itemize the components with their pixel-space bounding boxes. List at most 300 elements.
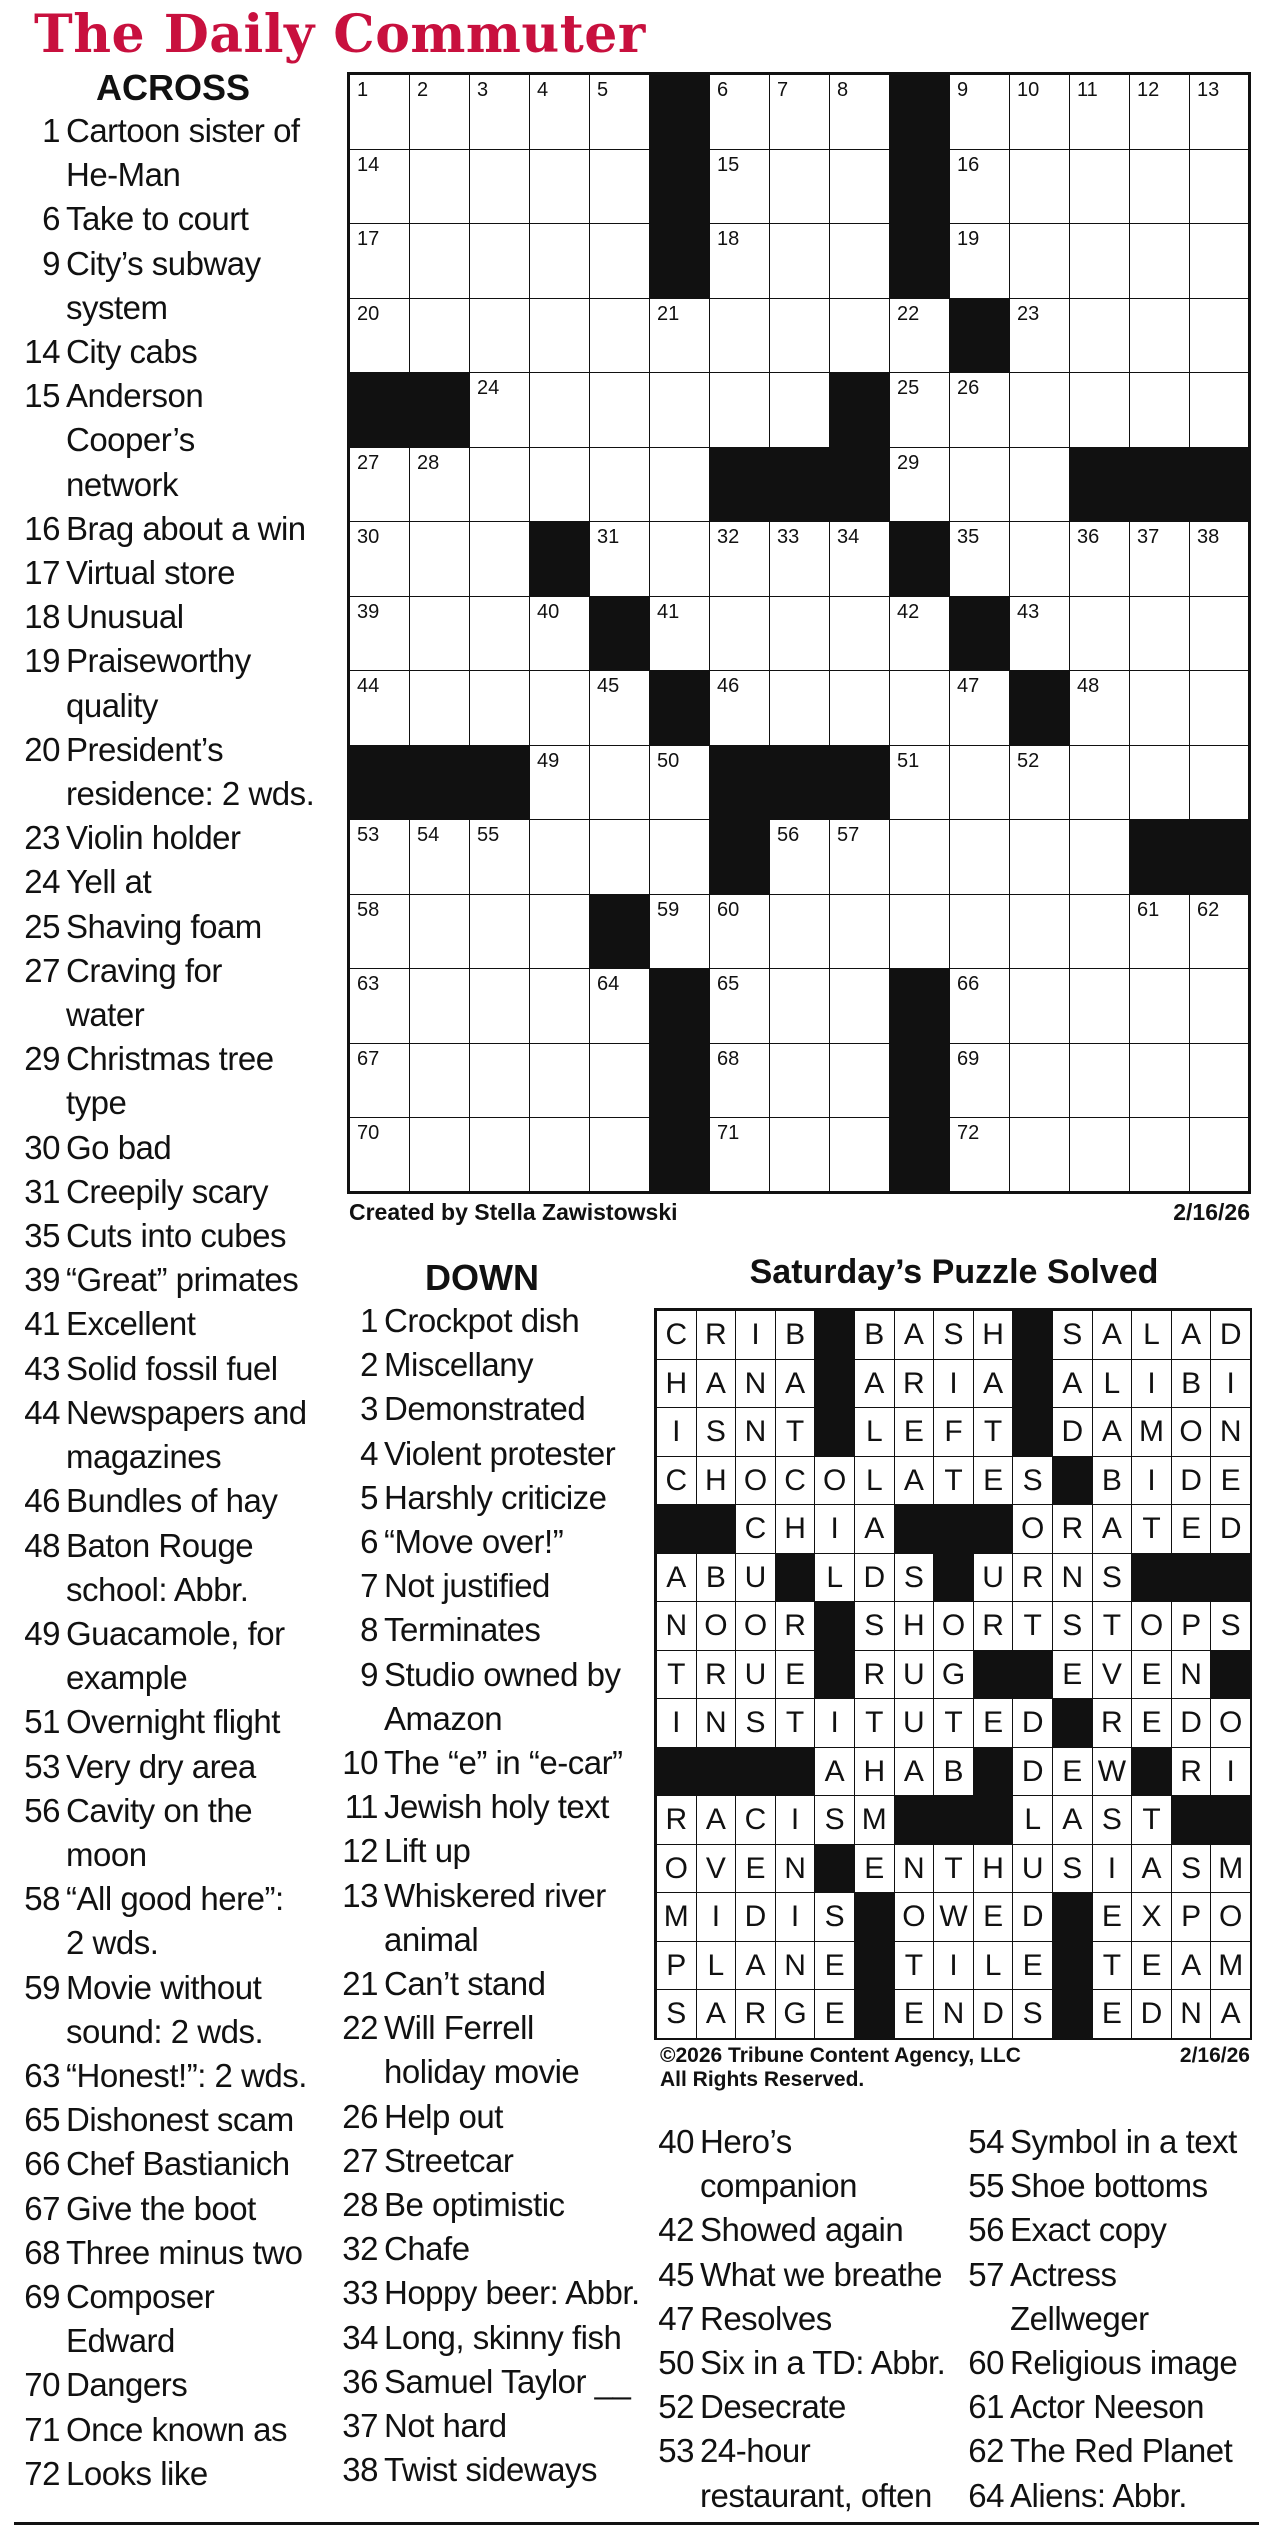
grid-cell[interactable] — [1189, 372, 1250, 448]
grid-cell[interactable] — [649, 372, 710, 448]
clue-number: 23 — [24, 819, 60, 857]
solution-letter: B — [775, 1310, 816, 1360]
clue-number: 56 — [24, 1791, 60, 1829]
grid-cell[interactable] — [349, 521, 410, 597]
grid-cell[interactable] — [1069, 819, 1130, 895]
grid-cell[interactable] — [529, 894, 590, 970]
grid-cell[interactable] — [529, 968, 590, 1044]
solution-letter: T — [973, 1407, 1014, 1457]
grid-cell[interactable] — [409, 223, 470, 299]
grid-cell[interactable] — [949, 1043, 1010, 1119]
grid-cell[interactable] — [589, 521, 650, 597]
grid-cell[interactable] — [409, 1117, 470, 1193]
grid-cell[interactable] — [889, 894, 950, 970]
grid-cell[interactable] — [709, 894, 770, 970]
grid-cell[interactable] — [709, 670, 770, 746]
grid-cell[interactable] — [469, 1117, 530, 1193]
grid-cell[interactable] — [649, 819, 710, 895]
solution-letter: L — [854, 1407, 895, 1457]
clue-text: Twist sideways — [384, 2451, 598, 2489]
grid-cell[interactable] — [949, 819, 1010, 895]
grid-cell[interactable] — [529, 745, 590, 821]
grid-cell[interactable] — [1069, 894, 1130, 970]
cell-number: 22 — [897, 302, 920, 325]
grid-cell[interactable] — [1189, 1117, 1250, 1193]
grid-cell[interactable] — [649, 894, 710, 970]
grid-cell[interactable] — [529, 819, 590, 895]
grid-cell[interactable] — [829, 1117, 890, 1193]
cell-number: 23 — [1017, 302, 1040, 325]
down-clue-list — [326, 1299, 648, 2492]
grid-cell[interactable] — [1069, 521, 1130, 597]
grid-block — [889, 968, 950, 1044]
clue-text: Be optimistic — [384, 2186, 565, 2224]
clue-number: 21 — [342, 1965, 378, 2003]
grid-cell[interactable] — [709, 521, 770, 597]
grid-cell[interactable] — [1189, 596, 1250, 672]
grid-cell[interactable] — [469, 74, 530, 150]
solution-letter: A — [814, 1747, 855, 1797]
grid-cell[interactable] — [949, 149, 1010, 225]
clue-item — [326, 1829, 648, 1873]
grid-cell[interactable] — [1129, 74, 1190, 150]
grid-cell[interactable] — [829, 819, 890, 895]
grid-cell[interactable] — [589, 745, 650, 821]
grid-cell[interactable] — [949, 447, 1010, 523]
grid-cell[interactable] — [589, 74, 650, 150]
clue-item — [326, 1741, 648, 1785]
clue-text: Jewish holy text — [384, 1788, 609, 1826]
grid-cell[interactable] — [769, 149, 830, 225]
solution-letter: S — [696, 1407, 737, 1457]
grid-cell[interactable] — [829, 298, 890, 374]
grid-cell[interactable] — [1129, 521, 1190, 597]
clue-number: 15 — [24, 377, 60, 415]
grid-block — [1069, 447, 1130, 523]
grid-cell[interactable] — [1009, 596, 1070, 672]
clue-text: Hero’s — [700, 2123, 792, 2160]
grid-cell[interactable] — [469, 521, 530, 597]
clue-number — [14, 2010, 66, 2054]
clue-number: 5 — [360, 1478, 378, 1516]
grid-cell[interactable] — [1069, 223, 1130, 299]
clue-text: Samuel Taylor __ — [384, 2362, 631, 2400]
grid-cell[interactable] — [409, 670, 470, 746]
grid-cell[interactable] — [529, 670, 590, 746]
clue-text: Praiseworthy — [66, 642, 251, 680]
grid-cell[interactable] — [829, 670, 890, 746]
solution-letter: E — [973, 1456, 1014, 1506]
grid-cell[interactable] — [529, 298, 590, 374]
clue-number: 16 — [24, 509, 60, 547]
grid-cell[interactable] — [1189, 223, 1250, 299]
grid-cell[interactable] — [709, 968, 770, 1044]
clue-number: 29 — [24, 1040, 60, 1078]
clue-number — [326, 1918, 384, 1962]
grid-cell[interactable] — [649, 745, 710, 821]
puzzle-date: 2/16/26 — [1173, 1199, 1250, 1225]
grid-cell[interactable] — [1009, 74, 1070, 150]
grid-cell[interactable] — [589, 298, 650, 374]
grid-cell[interactable] — [889, 745, 950, 821]
grid-cell[interactable] — [349, 819, 410, 895]
grid-cell[interactable] — [409, 1043, 470, 1119]
clue-number: 58 — [24, 1880, 60, 1918]
solution-letter: U — [973, 1553, 1014, 1603]
grid-cell[interactable] — [1129, 968, 1190, 1044]
grid-cell[interactable] — [529, 447, 590, 523]
grid-cell[interactable] — [1189, 521, 1250, 597]
solution-letter: B — [933, 1747, 974, 1797]
grid-cell[interactable] — [469, 223, 530, 299]
grid-cell[interactable] — [1189, 298, 1250, 374]
solution-block — [1052, 1941, 1093, 1991]
grid-cell[interactable] — [349, 1117, 410, 1193]
grid-cell[interactable] — [589, 670, 650, 746]
grid-cell[interactable] — [649, 447, 710, 523]
cell-number: 63 — [357, 973, 380, 996]
grid-cell[interactable] — [1009, 745, 1070, 821]
grid-cell[interactable] — [1129, 745, 1190, 821]
grid-cell[interactable] — [529, 1043, 590, 1119]
grid-cell[interactable] — [1009, 372, 1070, 448]
clue-item — [14, 728, 332, 772]
solution-letter: P — [1171, 1601, 1212, 1651]
grid-cell[interactable] — [649, 521, 710, 597]
grid-cell[interactable] — [1069, 670, 1130, 746]
clue-number: 13 — [342, 1876, 378, 1914]
grid-cell[interactable] — [1069, 1043, 1130, 1119]
grid-cell[interactable] — [1129, 670, 1190, 746]
grid-cell[interactable] — [1069, 1117, 1130, 1193]
grid-cell[interactable] — [769, 670, 830, 746]
grid-cell[interactable] — [889, 819, 950, 895]
solution-letter: R — [1171, 1747, 1212, 1797]
grid-block — [1189, 819, 1250, 895]
grid-cell[interactable] — [469, 968, 530, 1044]
grid-cell[interactable] — [409, 894, 470, 970]
clue-text: Hoppy beer: Abbr. — [384, 2274, 640, 2312]
solution-letter: N — [1171, 1650, 1212, 1700]
clue-number: 3 — [360, 1390, 378, 1428]
clue-item — [14, 1700, 332, 1744]
clue-text: Symbol in a text — [1010, 2123, 1237, 2160]
grid-cell[interactable] — [829, 968, 890, 1044]
solution-letter: M — [854, 1795, 895, 1845]
grid-cell[interactable] — [1189, 1043, 1250, 1119]
grid-cell[interactable] — [769, 968, 830, 1044]
solution-letter: E — [1092, 1892, 1133, 1942]
clue-number — [648, 2474, 700, 2518]
grid-cell[interactable] — [349, 670, 410, 746]
solution-letter: O — [1210, 1892, 1251, 1942]
clue-item — [14, 374, 332, 418]
grid-cell[interactable] — [1189, 968, 1250, 1044]
grid-cell[interactable] — [709, 1117, 770, 1193]
grid-cell[interactable] — [409, 968, 470, 1044]
solution-letter: B — [1092, 1456, 1133, 1506]
grid-cell[interactable] — [349, 74, 410, 150]
grid-cell[interactable] — [829, 74, 890, 150]
grid-cell[interactable] — [769, 596, 830, 672]
grid-cell[interactable] — [769, 74, 830, 150]
grid-cell[interactable] — [709, 223, 770, 299]
grid-cell[interactable] — [889, 596, 950, 672]
solution-block — [1210, 1795, 1251, 1845]
solution-letter: D — [1210, 1310, 1251, 1360]
grid-cell[interactable] — [949, 968, 1010, 1044]
grid-cell[interactable] — [469, 596, 530, 672]
grid-cell[interactable] — [1129, 1043, 1190, 1119]
grid-cell[interactable] — [769, 298, 830, 374]
clue-text: Guacamole, for — [66, 1614, 285, 1652]
grid-cell[interactable] — [889, 670, 950, 746]
solution-letter: C — [656, 1310, 697, 1360]
clue-text: The Red Planet — [1010, 2432, 1233, 2470]
clue-text: network — [66, 465, 179, 503]
clue-number: 28 — [342, 2186, 378, 2224]
grid-cell[interactable] — [949, 670, 1010, 746]
solution-letter: T — [933, 1456, 974, 1506]
grid-cell[interactable] — [349, 447, 410, 523]
grid-cell[interactable] — [949, 74, 1010, 150]
solution-letter: U — [735, 1650, 776, 1700]
grid-cell[interactable] — [769, 894, 830, 970]
grid-cell[interactable] — [1009, 1117, 1070, 1193]
grid-cell[interactable] — [349, 1043, 410, 1119]
solution-letter: S — [1210, 1601, 1251, 1651]
grid-cell[interactable] — [349, 894, 410, 970]
grid-cell[interactable] — [769, 521, 830, 597]
clue-text: Excellent — [66, 1305, 196, 1343]
grid-cell[interactable] — [1129, 1117, 1190, 1193]
grid-cell[interactable] — [709, 372, 770, 448]
clue-text: “Move over!” — [384, 1523, 564, 1561]
grid-block — [649, 968, 710, 1044]
grid-cell[interactable] — [829, 894, 890, 970]
solution-letter: A — [894, 1310, 935, 1360]
grid-cell[interactable] — [1009, 298, 1070, 374]
grid-cell[interactable] — [1069, 149, 1130, 225]
grid-cell[interactable] — [829, 149, 890, 225]
grid-cell[interactable] — [1009, 819, 1070, 895]
grid-block — [829, 372, 890, 448]
grid-cell[interactable] — [529, 1117, 590, 1193]
grid-cell[interactable] — [829, 521, 890, 597]
grid-cell[interactable] — [409, 298, 470, 374]
cell-number: 26 — [957, 377, 980, 400]
grid-cell[interactable] — [709, 596, 770, 672]
grid-cell[interactable] — [649, 298, 710, 374]
solution-letter: D — [1131, 1989, 1172, 2039]
grid-cell[interactable] — [1009, 447, 1070, 523]
grid-cell[interactable] — [1069, 968, 1130, 1044]
grid-cell[interactable] — [1189, 670, 1250, 746]
clue-text: What we breathe — [700, 2255, 942, 2293]
grid-cell[interactable] — [1009, 894, 1070, 970]
solution-letter: T — [933, 1844, 974, 1894]
grid-cell[interactable] — [529, 372, 590, 448]
grid-cell[interactable] — [1009, 149, 1070, 225]
grid-cell[interactable] — [769, 223, 830, 299]
cell-number: 52 — [1017, 749, 1040, 772]
grid-cell[interactable] — [1129, 596, 1190, 672]
grid-cell[interactable] — [589, 968, 650, 1044]
grid-cell[interactable] — [409, 819, 470, 895]
grid-cell[interactable] — [949, 223, 1010, 299]
grid-cell[interactable] — [469, 149, 530, 225]
grid-cell[interactable] — [409, 149, 470, 225]
grid-cell[interactable] — [349, 596, 410, 672]
solution-letter: O — [1171, 1407, 1212, 1457]
clue-item — [326, 2404, 648, 2448]
grid-cell[interactable] — [709, 298, 770, 374]
grid-cell[interactable] — [1069, 745, 1130, 821]
grid-cell[interactable] — [469, 894, 530, 970]
grid-cell[interactable] — [589, 447, 650, 523]
grid-block — [649, 74, 710, 150]
grid-cell[interactable] — [649, 596, 710, 672]
grid-cell[interactable] — [1069, 372, 1130, 448]
grid-cell[interactable] — [709, 149, 770, 225]
clue-number: 7 — [360, 1567, 378, 1605]
grid-cell[interactable] — [1009, 223, 1070, 299]
grid-cell[interactable] — [889, 372, 950, 448]
grid-block — [349, 745, 410, 821]
grid-cell[interactable] — [349, 149, 410, 225]
grid-cell[interactable] — [1069, 74, 1130, 150]
cell-number: 1 — [357, 79, 369, 101]
grid-cell[interactable] — [349, 223, 410, 299]
clue-number: 2 — [360, 1346, 378, 1384]
clue-item — [14, 1391, 332, 1435]
clue-continuation — [326, 1697, 648, 1741]
solution-letter: H — [973, 1844, 1014, 1894]
grid-cell[interactable] — [709, 1043, 770, 1119]
grid-cell[interactable] — [349, 298, 410, 374]
grid-cell[interactable] — [829, 596, 890, 672]
solution-letter: L — [973, 1941, 1014, 1991]
grid-cell[interactable] — [589, 819, 650, 895]
grid-cell[interactable] — [1189, 149, 1250, 225]
solution-letter: P — [656, 1941, 697, 1991]
solution-letter: S — [1012, 1989, 1053, 2039]
solution-letter: R — [973, 1601, 1014, 1651]
grid-cell[interactable] — [769, 372, 830, 448]
grid-block — [889, 521, 950, 597]
grid-cell[interactable] — [1189, 74, 1250, 150]
solution-letter: R — [656, 1795, 697, 1845]
solution-letter: U — [894, 1698, 935, 1748]
grid-cell[interactable] — [529, 596, 590, 672]
cell-number: 58 — [357, 898, 380, 921]
grid-cell[interactable] — [889, 447, 950, 523]
grid-cell[interactable] — [409, 596, 470, 672]
grid-cell[interactable] — [349, 968, 410, 1044]
grid-cell[interactable] — [469, 298, 530, 374]
grid-cell[interactable] — [889, 298, 950, 374]
grid-cell[interactable] — [949, 372, 1010, 448]
grid-cell[interactable] — [1069, 596, 1130, 672]
grid-cell[interactable] — [1189, 894, 1250, 970]
solution-block — [1012, 1650, 1053, 1700]
grid-cell[interactable] — [589, 1043, 650, 1119]
grid-cell[interactable] — [829, 1043, 890, 1119]
solution-letter: U — [1012, 1844, 1053, 1894]
grid-cell[interactable] — [1129, 298, 1190, 374]
grid-cell[interactable] — [589, 223, 650, 299]
grid-cell[interactable] — [469, 1043, 530, 1119]
grid-cell[interactable] — [829, 223, 890, 299]
clue-number: 27 — [24, 951, 60, 989]
grid-cell[interactable] — [949, 1117, 1010, 1193]
grid-cell[interactable] — [1009, 1043, 1070, 1119]
solution-letter: A — [854, 1359, 895, 1409]
grid-cell[interactable] — [1129, 223, 1190, 299]
clue-item — [326, 2183, 648, 2227]
grid-cell[interactable] — [409, 74, 470, 150]
grid-cell[interactable] — [1009, 521, 1070, 597]
grid-cell[interactable] — [529, 74, 590, 150]
clue-text: Harshly criticize — [384, 1478, 607, 1516]
clue-continuation — [14, 684, 332, 728]
grid-cell[interactable] — [469, 372, 530, 448]
solution-letter: P — [1171, 1892, 1212, 1942]
solution-letter: R — [775, 1601, 816, 1651]
solution-letter: I — [1131, 1456, 1172, 1506]
grid-cell[interactable] — [1189, 745, 1250, 821]
grid-cell[interactable] — [1129, 894, 1190, 970]
clue-text: Terminates — [384, 1611, 541, 1649]
clue-item — [326, 1785, 648, 1829]
grid-cell[interactable] — [529, 149, 590, 225]
grid-cell[interactable] — [1009, 968, 1070, 1044]
solution-letter: S — [656, 1989, 697, 2039]
solution-letter: O — [735, 1601, 776, 1651]
cell-number: 37 — [1137, 526, 1160, 549]
cell-number: 25 — [897, 377, 920, 400]
grid-cell[interactable] — [469, 670, 530, 746]
grid-cell[interactable] — [589, 372, 650, 448]
grid-cell[interactable] — [949, 745, 1010, 821]
cell-number: 8 — [837, 79, 849, 101]
grid-cell[interactable] — [769, 1117, 830, 1193]
grid-cell[interactable] — [469, 819, 530, 895]
grid-cell[interactable] — [589, 149, 650, 225]
grid-cell[interactable] — [529, 223, 590, 299]
solution-letter: T — [1092, 1941, 1133, 1991]
grid-cell[interactable] — [769, 819, 830, 895]
grid-cell[interactable] — [589, 1117, 650, 1193]
grid-cell[interactable] — [709, 74, 770, 150]
grid-cell[interactable] — [769, 1043, 830, 1119]
grid-cell[interactable] — [409, 521, 470, 597]
grid-cell[interactable] — [949, 894, 1010, 970]
grid-cell[interactable] — [949, 521, 1010, 597]
grid-cell[interactable] — [409, 447, 470, 523]
cell-number: 7 — [777, 79, 789, 101]
grid-cell[interactable] — [1129, 372, 1190, 448]
grid-cell[interactable] — [1129, 149, 1190, 225]
solution-letter: D — [1171, 1698, 1212, 1748]
clue-continuation — [14, 286, 332, 330]
clue-number: 8 — [360, 1611, 378, 1649]
solution-block — [814, 1359, 855, 1409]
solution-letter: G — [933, 1650, 974, 1700]
clue-number: 65 — [24, 2101, 60, 2139]
grid-cell[interactable] — [1069, 298, 1130, 374]
grid-cell[interactable] — [469, 447, 530, 523]
